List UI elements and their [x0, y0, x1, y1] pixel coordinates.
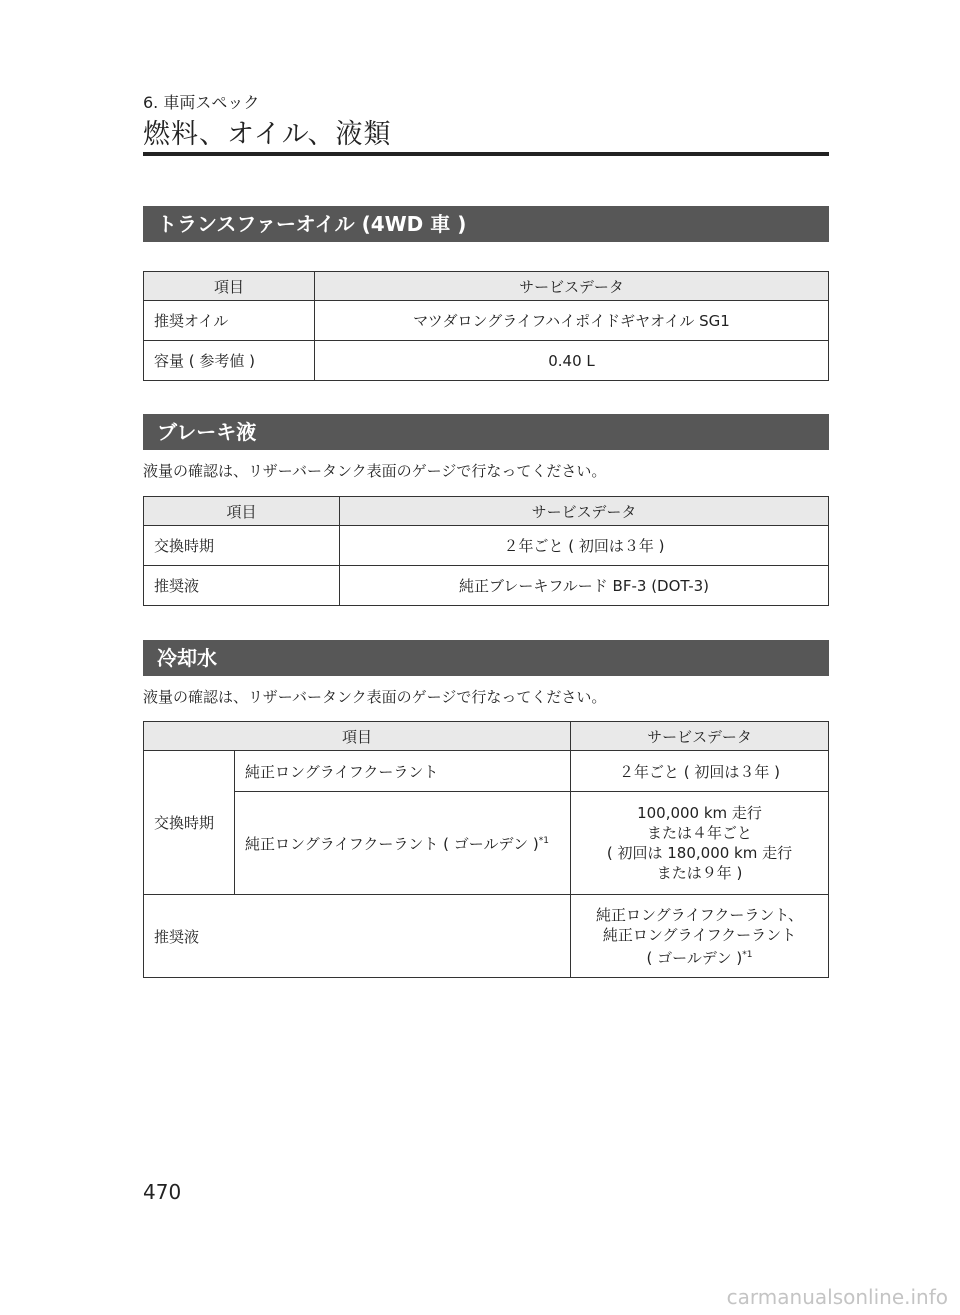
cell-value: 0.40 L [315, 341, 829, 381]
value-line: または９年 ) [656, 864, 743, 882]
table-row [144, 301, 829, 341]
page-title: 燃料、オイル、液類 [143, 119, 392, 150]
footnote-mark: *1 [742, 949, 753, 960]
table-row [144, 895, 829, 978]
chapter-label: 6. 車両スペック [143, 93, 260, 112]
brake-fluid-table [143, 496, 829, 606]
cell-interval-label: 交換時期 [144, 751, 235, 895]
coolant-note: 液量の確認は、リザーバータンク表面のゲージで行なってください。 [143, 688, 607, 706]
col-header-data: サービスデータ [571, 722, 829, 751]
cell-item: 容量 ( 参考値 ) [144, 341, 315, 381]
section-heading-coolant: 冷却水 [143, 640, 829, 676]
brake-fluid-note: 液量の確認は、リザーバータンク表面のゲージで行なってください。 [143, 462, 607, 480]
col-header-data: サービスデータ [340, 497, 829, 526]
cell-value: ２年ごと ( 初回は３年 ) [571, 751, 829, 792]
coolant-type-text: 純正ロングライフクーラント ( ゴールデン ) [245, 834, 539, 853]
value-line [581, 945, 818, 968]
page-number: 470 [143, 1180, 182, 1204]
title-rule [143, 152, 829, 156]
table-row [144, 341, 829, 381]
col-header-data: サービスデータ [315, 272, 829, 301]
cell-coolant-type: 純正ロングライフクーラント [235, 751, 571, 792]
cell-value [571, 895, 829, 978]
cell-coolant-type [235, 792, 571, 895]
value-line: ( 初回は 180,000 km 走行 [606, 844, 793, 862]
cell-value: 純正ブレーキフルード BF-3 (DOT-3) [340, 566, 829, 606]
table-row [144, 792, 829, 895]
table-row [144, 526, 829, 566]
cell-item: 交換時期 [144, 526, 340, 566]
value-line: 100,000 km 走行 [637, 804, 762, 822]
cell-value: ２年ごと ( 初回は３年 ) [340, 526, 829, 566]
value-line-text: ( ゴールデン ) [646, 948, 743, 967]
section-heading-transfer-oil: トランスファーオイル (4WD 車 ) [143, 206, 829, 242]
cell-item: 推奨液 [144, 566, 340, 606]
cell-item: 推奨オイル [144, 301, 315, 341]
cell-recommended-label: 推奨液 [144, 895, 571, 978]
value-line: 純正ロングライフクーラント、 [595, 905, 803, 924]
value-line: 純正ロングライフクーラント [602, 925, 797, 944]
table-row [144, 751, 829, 792]
col-header-item: 項目 [144, 722, 571, 751]
cell-value: マツダロングライフハイポイドギヤオイル SG1 [315, 301, 829, 341]
col-header-item: 項目 [144, 497, 340, 526]
transfer-oil-table [143, 271, 829, 381]
watermark: carmanualsonline.info [726, 1285, 948, 1309]
value-line: または４年ごと [646, 824, 752, 842]
col-header-item: 項目 [144, 272, 315, 301]
coolant-table [143, 721, 829, 978]
section-heading-brake-fluid: ブレーキ液 [143, 414, 829, 450]
footnote-mark: *1 [538, 835, 549, 846]
table-row [144, 566, 829, 606]
cell-value [571, 792, 829, 895]
